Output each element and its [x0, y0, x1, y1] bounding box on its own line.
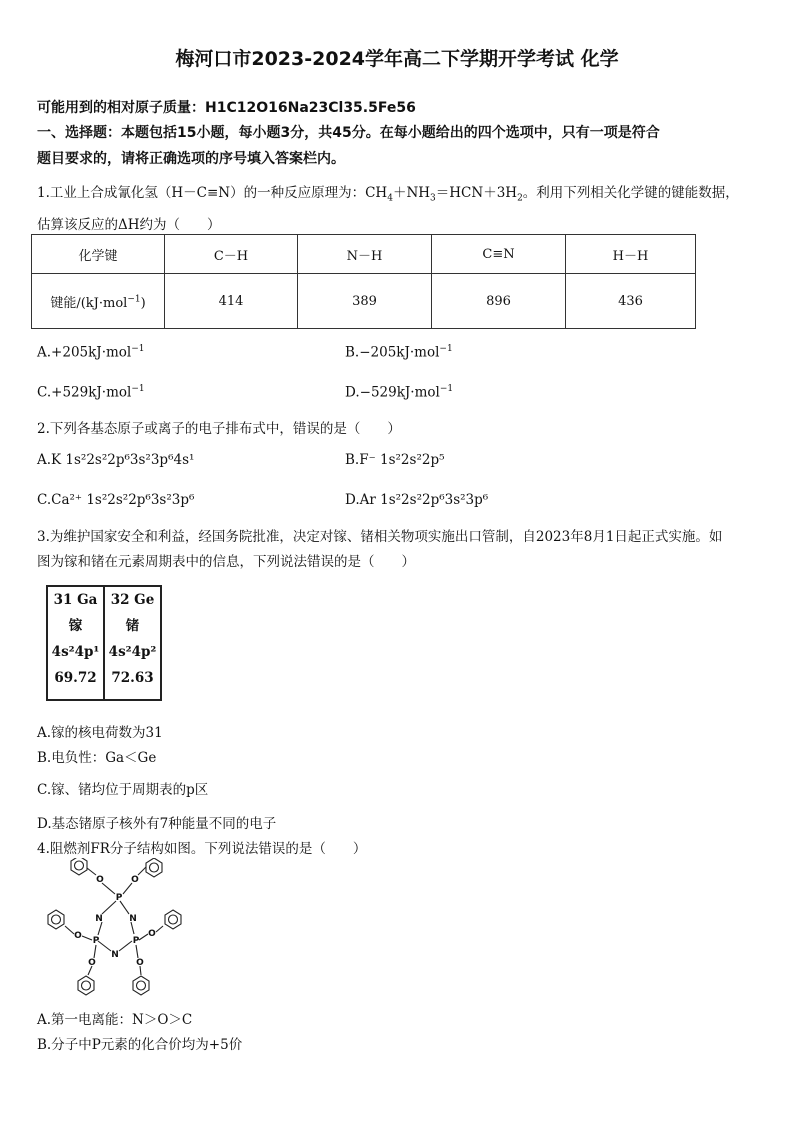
table-header: C≡N [432, 235, 566, 274]
atom-label: P [115, 893, 123, 903]
germanium-cell [105, 587, 160, 699]
q1-stem-line1: 1.工业上合成氰化氢（H－C≡N）的一种反应原理为：$CH_4+NH_3=HCN+3H_2$。利用下列相关化学键的键能数据， [37, 185, 739, 204]
atom-label: O [88, 958, 96, 968]
atom-label: O [96, 875, 104, 885]
element-config: 4s²4p² [108, 644, 157, 660]
table-cell: 436 [566, 274, 696, 329]
q2-option-c: C.Ca²⁺ 1s²2s²2p⁶3s²3p⁶ [37, 492, 195, 508]
table-cell: 896 [432, 274, 566, 329]
q3-stem-line1: 3.为维护国家安全和利益，经国务院批准，决定对镓、锗相关物项实施出口管制，自2023年8月1日起正式实施。如 [37, 529, 723, 545]
q1-option-c: C.+529kJ·mol$^{-1}$ [37, 384, 145, 401]
phenyl-ring-3 [48, 910, 64, 929]
q1-option-a: A.+205kJ·mol$^{-1}$ [37, 344, 145, 361]
table-cell: 414 [165, 274, 298, 329]
element-mass: 72.63 [111, 670, 154, 686]
q3-option-d: D.基态锗原子核外有7种能量不同的电子 [37, 816, 277, 832]
section1-instructions-line1: 一、选择题：本题包括15小题，每小题3分，共45分。在每小题给出的四个选项中，只有一项是符合 [37, 125, 660, 141]
atomic-masses: 可能用到的相对原子质量：H1C12O16Na23Cl35.5Fe56 [37, 100, 416, 116]
section1-instructions-line2: 题目要求的，请将正确选项的序号填入答案栏内。 [37, 151, 345, 167]
q3-option-b: B.电负性：Ga＜Ge [37, 750, 157, 766]
gallium-cell [48, 587, 103, 699]
q4-option-a: A.第一电离能：N＞O＞C [37, 1012, 193, 1028]
element-number-symbol: 31 Ga [53, 592, 98, 608]
element-config: 4s²4p¹ [51, 644, 100, 660]
fr-molecule-structure [30, 858, 200, 1003]
element-name: 锗 [125, 618, 140, 634]
element-number-symbol: 32 Ge [110, 592, 155, 608]
q4-option-b: B.分子中P元素的化合价均为+5价 [37, 1037, 243, 1053]
atom-label: N [95, 914, 103, 924]
bond-energy-table [31, 234, 696, 329]
q1-stem-line2: 估算该反应的ΔH约为（ ） [37, 217, 221, 233]
periodic-table-excerpt [46, 585, 162, 701]
table-cell: 389 [298, 274, 432, 329]
table-header: N－H [298, 235, 432, 274]
q2-option-a: A.K 1s²2s²2p⁶3s²3p⁶4s¹ [37, 452, 195, 468]
phenyl-ring-1 [71, 858, 87, 875]
table-header: C－H [165, 235, 298, 274]
phenyl-ring-5 [78, 976, 94, 995]
atom-label: P [92, 936, 100, 946]
q3-option-a: A.镓的核电荷数为31 [37, 725, 163, 741]
q2-option-b: B.F⁻ 1s²2s²2p⁵ [345, 452, 445, 468]
q2-stem: 2.下列各基态原子或离子的电子排布式中，错误的是（ ） [37, 421, 401, 437]
atom-label: O [136, 958, 144, 968]
element-name: 镓 [68, 618, 83, 634]
phenyl-ring-4 [165, 910, 181, 929]
q3-option-c: C.镓、锗均位于周期表的p区 [37, 782, 209, 798]
atom-label: P [132, 936, 140, 946]
q3-stem-line2: 图为镓和锗在元素周期表中的信息，下列说法错误的是（ ） [37, 554, 415, 570]
q1-option-b: B.−205kJ·mol$^{-1}$ [345, 344, 453, 361]
atom-label: O [74, 931, 82, 941]
q2-option-d: D.Ar 1s²2s²2p⁶3s²3p⁶ [345, 492, 489, 508]
atom-label: N [129, 914, 137, 924]
table-header: 化学键 [32, 235, 165, 274]
phenyl-ring-6 [133, 976, 149, 995]
q1-option-d: D.−529kJ·mol$^{-1}$ [345, 384, 454, 401]
page-title: 梅河口市2023-2024学年高二下学期开学考试 化学 [175, 48, 619, 70]
atom-label: O [148, 929, 156, 939]
phenyl-ring-2 [146, 858, 162, 877]
atom-label: N [111, 950, 119, 960]
table-row-label: 键能/(kJ·mol$^{-1}$) [32, 274, 165, 329]
atom-label: O [131, 875, 139, 885]
q4-stem: 4.阻燃剂FR分子结构如图。下列说法错误的是（ ） [37, 841, 367, 857]
table-header: H－H [566, 235, 696, 274]
element-mass: 69.72 [54, 670, 97, 686]
